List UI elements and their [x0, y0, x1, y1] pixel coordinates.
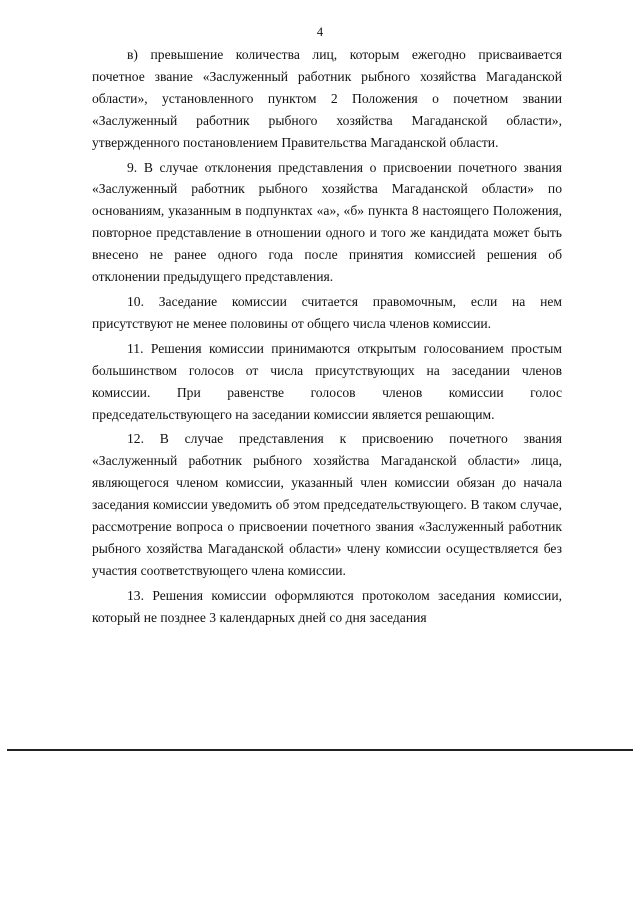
page-number: 4	[316, 25, 324, 39]
page-bottom-divider	[7, 749, 633, 751]
document-body	[92, 44, 562, 629]
paragraph-11: 11. Решения комиссии принимаются открытым голосованием простым большинством голосов от числа присутствующих на заседании членов комиссии. При равенстве голосов членов комиссии голос председательствующего на заседании комиссии является решающим.	[92, 340, 562, 422]
paragraph-13: 13. Решения комиссии оформляются протоколом заседания комиссии, который не позднее 3 календарных дней со дня заседания	[92, 587, 562, 625]
paragraph-12: 12. В случае представления к присвоению почетного звания «Заслуженный работник рыбного хозяйства Магаданской области» лица, являющегося членом комиссии, указанный член комиссии обязан до начала заседания комиссии уведомить об этом председательствующего. В таком случае, рассмотрение вопроса о присвоении почетного звания «Заслуженный работник рыбного хозяйства Магаданской области» члену комиссии осуществляется без участия соответствующего члена комиссии.	[92, 431, 562, 578]
paragraph-9: 9. В случае отклонения представления о присвоении почетного звания «Заслуженный работник рыбного хозяйства Магаданской области» по основаниям, указанным в подпунктах «а», «б» пункта 8 настоящего Положения, повторное представление в отношении одного и того же кандидата может быть внесено не ранее одного года после принятия комиссией решения об отклонении предыдущего представления.	[92, 159, 562, 285]
paragraph-8c: в) превышение количества лиц, которым ежегодно присваивается почетное звание «Заслуженный работник рыбного хозяйства Магаданской области», установленного пунктом 2 Положения о почетном звании «Заслуженный работник рыбного хозяйства Магаданской области», утвержденного постановлением Правительства Магаданской области.	[92, 47, 562, 150]
paragraph-10: 10. Заседание комиссии считается правомочным, если на нем присутствуют не менее половины от общего числа членов комиссии.	[92, 293, 562, 331]
